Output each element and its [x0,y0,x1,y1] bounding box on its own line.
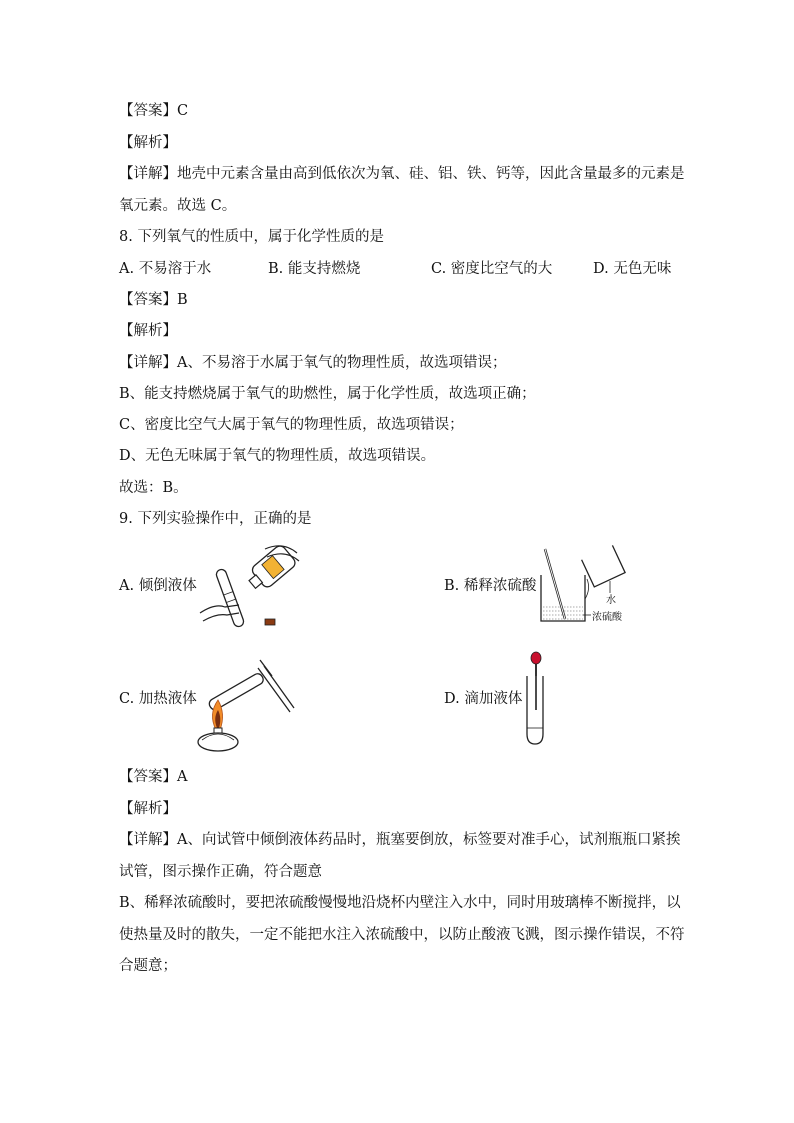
q8-detail-line: C、密度比空气大属于氧气的物理性质，故选项错误； [119,417,464,433]
q9-answer: 【答案】A [119,769,188,785]
q9-option-c: C. 加热液体 [119,691,197,707]
q8-stem: 8. 下列氧气的性质中，属于化学性质的是 [119,229,384,245]
q9-detail-line: 试管，图示操作正确，符合题意 [119,864,322,880]
q9-option-b: B. 稀释浓硫酸 [444,578,537,594]
q9-option-d: D. 滴加液体 [444,691,523,707]
q8-option-c: C. 密度比空气的大 [431,261,553,277]
q9-detail-line: B、稀释浓硫酸时，要把浓硫酸慢慢地沿烧杯内壁注入水中，同时用玻璃棒不断搅拌，以 [119,895,681,911]
q9-detail-line: 合题意； [119,958,177,974]
q9-stem: 9. 下列实验操作中，正确的是 [119,511,312,527]
water-label: 水 [606,595,616,606]
q9-option-a: A. 倾倒液体 [119,578,197,594]
heating-liquid-figure [192,648,297,753]
pouring-liquid-figure [195,543,310,633]
q7-detail-line-2: 氧元素。故选 C。 [119,198,237,214]
q8-detail-line: D、无色无味属于氧气的物理性质，故选项错误。 [119,448,436,464]
q8-detail-line: 【详解】A、不易溶于水属于氧气的物理性质，故选项错误； [119,355,507,371]
q7-answer: 【答案】C [119,103,189,119]
q8-option-a: A. 不易溶于水 [119,261,212,277]
q9-detail-line: 【详解】A、向试管中倾倒液体药品时，瓶塞要倒放，标签要对准手心，试剂瓶瓶口紧挨 [119,832,681,848]
q9-analysis-heading: 【解析】 [119,801,177,817]
q8-detail-line: B、能支持燃烧属于氧气的助燃性，属于化学性质，故选项正确； [119,386,536,402]
q8-option-d: D. 无色无味 [593,261,672,277]
dropping-liquid-figure [516,648,556,748]
q7-detail-line-1: 【详解】地壳中元素含量由高到低依次为氧、硅、铝、铁、钙等，因此含量最多的元素是 [119,166,685,182]
q8-option-b: B. 能支持燃烧 [268,261,361,277]
q7-analysis-heading: 【解析】 [119,135,177,151]
q8-analysis-heading: 【解析】 [119,323,177,339]
q8-conclusion: 故选：B。 [119,480,188,496]
q8-answer: 【答案】B [119,292,188,308]
acid-label: 浓硫酸 [592,612,622,623]
q9-detail-line: 使热量及时的散失，一定不能把水注入浓硫酸中，以防止酸液飞溅，图示操作错误，不符 [119,927,685,943]
